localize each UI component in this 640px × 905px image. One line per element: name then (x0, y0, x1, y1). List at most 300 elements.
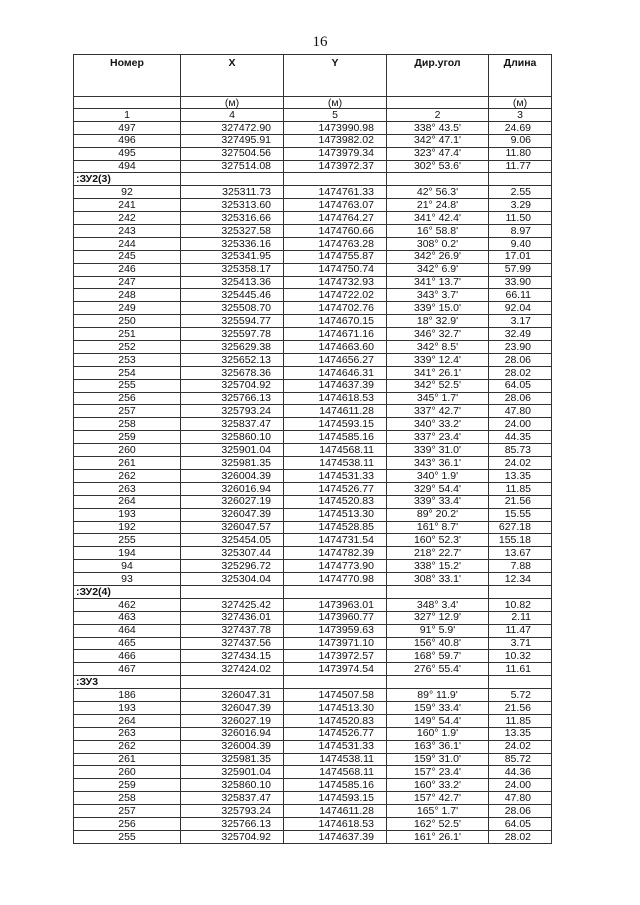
x-coordinate-cell: 326004.39 (181, 740, 284, 753)
y-coordinate-cell: 1474513.30 (284, 508, 387, 521)
table-row (74, 431, 552, 444)
direction-angle-cell: 160° 1.9' (387, 727, 489, 740)
y-coordinate-cell: 1474531.33 (284, 740, 387, 753)
empty-cell (181, 173, 284, 186)
point-number-cell: 261 (74, 457, 181, 470)
point-number-cell: 257 (74, 805, 181, 818)
length-cell: 33.90 (489, 276, 552, 289)
direction-angle-cell: 159° 31.0' (387, 753, 489, 766)
point-number-cell: 254 (74, 366, 181, 379)
direction-angle-cell: 340° 1.9' (387, 469, 489, 482)
x-coordinate-cell: 325981.35 (181, 753, 284, 766)
x-coordinate-cell: 325358.17 (181, 263, 284, 276)
x-coordinate-cell: 325316.66 (181, 212, 284, 225)
direction-angle-cell: 161° 8.7' (387, 521, 489, 534)
x-coordinate-cell: 327425.42 (181, 598, 284, 611)
point-number-cell: 243 (74, 225, 181, 238)
y-coordinate-cell: 1473971.10 (284, 637, 387, 650)
point-number-cell: 262 (74, 740, 181, 753)
point-number-cell: 264 (74, 495, 181, 508)
empty-cell (284, 676, 387, 689)
direction-angle-cell: 342° 6.9' (387, 263, 489, 276)
length-cell: 10.32 (489, 650, 552, 663)
x-coordinate-cell: 326047.57 (181, 521, 284, 534)
group-label: :ЗУ3 (74, 676, 181, 689)
length-cell: 11.61 (489, 663, 552, 676)
direction-angle-cell: 302° 53.6' (387, 160, 489, 173)
length-cell: 15.55 (489, 508, 552, 521)
x-coordinate-cell: 325307.44 (181, 547, 284, 560)
direction-angle-cell: 327° 12.9' (387, 611, 489, 624)
y-coordinate-cell: 1474760.66 (284, 225, 387, 238)
table-body (74, 121, 552, 843)
table-row (74, 405, 552, 418)
table-row (74, 341, 552, 354)
point-number-cell: 257 (74, 405, 181, 418)
group-row (74, 585, 552, 598)
point-number-cell: 255 (74, 830, 181, 843)
index-cell: 3 (489, 109, 552, 122)
point-number-cell: 256 (74, 817, 181, 830)
direction-angle-cell: 149° 54.4' (387, 714, 489, 727)
table-row (74, 714, 552, 727)
group-row (74, 676, 552, 689)
direction-angle-cell: 165° 1.7' (387, 805, 489, 818)
coordinates-table (73, 54, 552, 844)
y-coordinate-cell: 1474671.16 (284, 328, 387, 341)
table-row (74, 740, 552, 753)
y-coordinate-cell: 1473963.01 (284, 598, 387, 611)
table-row (74, 779, 552, 792)
y-coordinate-cell: 1474618.53 (284, 392, 387, 405)
point-number-cell: 252 (74, 341, 181, 354)
length-cell: 64.05 (489, 379, 552, 392)
direction-angle-cell: 163° 36.1' (387, 740, 489, 753)
header-angle: Дир.угол (387, 55, 489, 97)
length-cell: 57.99 (489, 263, 552, 276)
table-row (74, 830, 552, 843)
x-coordinate-cell: 326016.94 (181, 482, 284, 495)
direction-angle-cell: 323° 47.4' (387, 147, 489, 160)
x-coordinate-cell: 326027.19 (181, 495, 284, 508)
length-cell: 3.71 (489, 637, 552, 650)
length-cell: 21.56 (489, 495, 552, 508)
table-row (74, 237, 552, 250)
direction-angle-cell: 338° 43.5' (387, 121, 489, 134)
y-coordinate-cell: 1474585.16 (284, 431, 387, 444)
point-number-cell: 93 (74, 573, 181, 586)
length-cell: 44.35 (489, 431, 552, 444)
y-coordinate-cell: 1473979.34 (284, 147, 387, 160)
length-cell: 28.06 (489, 392, 552, 405)
y-coordinate-cell: 1473960.77 (284, 611, 387, 624)
y-coordinate-cell: 1474646.31 (284, 366, 387, 379)
x-coordinate-cell: 325445.46 (181, 289, 284, 302)
table-row (74, 225, 552, 238)
direction-angle-cell: 156° 40.8' (387, 637, 489, 650)
direction-angle-cell: 343° 36.1' (387, 457, 489, 470)
unit-y: (м) (284, 97, 387, 109)
y-coordinate-cell: 1474585.16 (284, 779, 387, 792)
y-coordinate-cell: 1474731.54 (284, 534, 387, 547)
y-coordinate-cell: 1473990.98 (284, 121, 387, 134)
x-coordinate-cell: 326047.31 (181, 689, 284, 702)
table-row (74, 573, 552, 586)
table-row (74, 444, 552, 457)
table-row (74, 250, 552, 263)
length-cell: 47.80 (489, 792, 552, 805)
x-coordinate-cell: 325594.77 (181, 315, 284, 328)
direction-angle-cell: 343° 3.7' (387, 289, 489, 302)
direction-angle-cell: 162° 52.5' (387, 817, 489, 830)
table-row (74, 418, 552, 431)
direction-angle-cell: 18° 32.9' (387, 315, 489, 328)
point-number-cell: 241 (74, 199, 181, 212)
x-coordinate-cell: 327434.15 (181, 650, 284, 663)
point-number-cell: 264 (74, 714, 181, 727)
x-coordinate-cell: 325454.05 (181, 534, 284, 547)
y-coordinate-cell: 1474663.60 (284, 341, 387, 354)
length-cell: 28.06 (489, 353, 552, 366)
point-number-cell: 255 (74, 534, 181, 547)
x-coordinate-cell: 327495.91 (181, 134, 284, 147)
table-row (74, 753, 552, 766)
point-number-cell: 260 (74, 444, 181, 457)
length-cell: 3.29 (489, 199, 552, 212)
y-coordinate-cell: 1474722.02 (284, 289, 387, 302)
x-coordinate-cell: 325766.13 (181, 392, 284, 405)
table-row (74, 508, 552, 521)
point-number-cell: 465 (74, 637, 181, 650)
length-cell: 32.49 (489, 328, 552, 341)
table-row (74, 624, 552, 637)
direction-angle-cell: 345° 1.7' (387, 392, 489, 405)
table-row (74, 212, 552, 225)
x-coordinate-cell: 327472.90 (181, 121, 284, 134)
point-number-cell: 263 (74, 727, 181, 740)
length-cell: 64.05 (489, 817, 552, 830)
y-coordinate-cell: 1474593.15 (284, 418, 387, 431)
x-coordinate-cell: 327436.01 (181, 611, 284, 624)
table-row (74, 134, 552, 147)
unit-number (74, 97, 181, 109)
length-cell: 12.34 (489, 573, 552, 586)
table-row (74, 792, 552, 805)
table-row (74, 469, 552, 482)
length-cell: 9.40 (489, 237, 552, 250)
point-number-cell: 258 (74, 418, 181, 431)
y-coordinate-cell: 1474520.83 (284, 714, 387, 727)
x-coordinate-cell: 325901.04 (181, 444, 284, 457)
y-coordinate-cell: 1474770.98 (284, 573, 387, 586)
table-row (74, 560, 552, 573)
length-cell: 11.47 (489, 624, 552, 637)
y-coordinate-cell: 1474732.93 (284, 276, 387, 289)
length-cell: 24.02 (489, 740, 552, 753)
table-row (74, 482, 552, 495)
y-coordinate-cell: 1474670.15 (284, 315, 387, 328)
direction-angle-cell: 341° 42.4' (387, 212, 489, 225)
direction-angle-cell: 89° 20.2' (387, 508, 489, 521)
table-row (74, 547, 552, 560)
length-cell: 2.55 (489, 186, 552, 199)
length-cell: 92.04 (489, 302, 552, 315)
table-row (74, 121, 552, 134)
x-coordinate-cell: 327424.02 (181, 663, 284, 676)
y-coordinate-cell: 1474593.15 (284, 792, 387, 805)
direction-angle-cell: 338° 15.2' (387, 560, 489, 573)
point-number-cell: 94 (74, 560, 181, 573)
length-cell: 28.06 (489, 805, 552, 818)
table-row (74, 289, 552, 302)
y-coordinate-cell: 1473972.37 (284, 160, 387, 173)
point-number-cell: 497 (74, 121, 181, 134)
index-cell: 4 (181, 109, 284, 122)
length-cell: 24.00 (489, 779, 552, 792)
length-cell: 2.11 (489, 611, 552, 624)
table-row (74, 534, 552, 547)
empty-cell (387, 676, 489, 689)
x-coordinate-cell: 325508.70 (181, 302, 284, 315)
point-number-cell: 259 (74, 779, 181, 792)
x-coordinate-cell: 325304.04 (181, 573, 284, 586)
y-coordinate-cell: 1474513.30 (284, 701, 387, 714)
y-coordinate-cell: 1473959.63 (284, 624, 387, 637)
point-number-cell: 249 (74, 302, 181, 315)
direction-angle-cell: 89° 11.9' (387, 689, 489, 702)
length-cell: 66.11 (489, 289, 552, 302)
x-coordinate-cell: 325837.47 (181, 418, 284, 431)
y-coordinate-cell: 1474526.77 (284, 482, 387, 495)
x-coordinate-cell: 325766.13 (181, 817, 284, 830)
direction-angle-cell: 157° 23.4' (387, 766, 489, 779)
y-coordinate-cell: 1474637.39 (284, 379, 387, 392)
point-number-cell: 194 (74, 547, 181, 560)
length-cell: 21.56 (489, 701, 552, 714)
point-number-cell: 255 (74, 379, 181, 392)
y-coordinate-cell: 1474750.74 (284, 263, 387, 276)
length-cell: 11.85 (489, 482, 552, 495)
x-coordinate-cell: 325413.36 (181, 276, 284, 289)
y-coordinate-cell: 1474782.39 (284, 547, 387, 560)
point-number-cell: 193 (74, 701, 181, 714)
point-number-cell: 467 (74, 663, 181, 676)
x-coordinate-cell: 325327.58 (181, 225, 284, 238)
direction-angle-cell: 346° 32.7' (387, 328, 489, 341)
direction-angle-cell: 348° 3.4' (387, 598, 489, 611)
direction-angle-cell: 16° 58.8' (387, 225, 489, 238)
table-row (74, 637, 552, 650)
unit-x: (м) (181, 97, 284, 109)
direction-angle-cell: 341° 13.7' (387, 276, 489, 289)
x-coordinate-cell: 325311.73 (181, 186, 284, 199)
header-row (74, 55, 552, 97)
length-cell: 17.01 (489, 250, 552, 263)
index-row (74, 109, 552, 122)
length-cell: 28.02 (489, 830, 552, 843)
x-coordinate-cell: 325901.04 (181, 766, 284, 779)
table-row (74, 328, 552, 341)
length-cell: 11.77 (489, 160, 552, 173)
point-number-cell: 186 (74, 689, 181, 702)
length-cell: 24.00 (489, 418, 552, 431)
direction-angle-cell: 339° 15.0' (387, 302, 489, 315)
point-number-cell: 262 (74, 469, 181, 482)
direction-angle-cell: 308° 33.1' (387, 573, 489, 586)
x-coordinate-cell: 325336.16 (181, 237, 284, 250)
point-number-cell: 244 (74, 237, 181, 250)
table-row (74, 727, 552, 740)
y-coordinate-cell: 1474526.77 (284, 727, 387, 740)
point-number-cell: 256 (74, 392, 181, 405)
length-cell: 44.36 (489, 766, 552, 779)
y-coordinate-cell: 1474520.83 (284, 495, 387, 508)
x-coordinate-cell: 325860.10 (181, 431, 284, 444)
direction-angle-cell: 342° 47.1' (387, 134, 489, 147)
table-row (74, 263, 552, 276)
table-row (74, 457, 552, 470)
y-coordinate-cell: 1474611.28 (284, 405, 387, 418)
table-row (74, 650, 552, 663)
empty-cell (387, 585, 489, 598)
point-number-cell: 192 (74, 521, 181, 534)
point-number-cell: 193 (74, 508, 181, 521)
y-coordinate-cell: 1474538.11 (284, 753, 387, 766)
group-row (74, 173, 552, 186)
x-coordinate-cell: 327437.78 (181, 624, 284, 637)
y-coordinate-cell: 1473972.57 (284, 650, 387, 663)
length-cell: 24.69 (489, 121, 552, 134)
direction-angle-cell: 342° 52.5' (387, 379, 489, 392)
length-cell: 13.35 (489, 727, 552, 740)
point-number-cell: 261 (74, 753, 181, 766)
x-coordinate-cell: 325678.36 (181, 366, 284, 379)
group-label: :ЗУ2(3) (74, 173, 181, 186)
x-coordinate-cell: 325313.60 (181, 199, 284, 212)
table-row (74, 805, 552, 818)
table-row (74, 302, 552, 315)
empty-cell (387, 173, 489, 186)
point-number-cell: 246 (74, 263, 181, 276)
direction-angle-cell: 342° 8.5' (387, 341, 489, 354)
table-row (74, 366, 552, 379)
page-number: 16 (312, 34, 328, 50)
table-row (74, 689, 552, 702)
header-number: Номер (74, 55, 181, 97)
x-coordinate-cell: 327437.56 (181, 637, 284, 650)
x-coordinate-cell: 325704.92 (181, 830, 284, 843)
y-coordinate-cell: 1474702.76 (284, 302, 387, 315)
index-cell: 1 (74, 109, 181, 122)
length-cell: 13.35 (489, 469, 552, 482)
length-cell: 85.73 (489, 444, 552, 457)
y-coordinate-cell: 1474507.58 (284, 689, 387, 702)
y-coordinate-cell: 1474761.33 (284, 186, 387, 199)
x-coordinate-cell: 325793.24 (181, 805, 284, 818)
point-number-cell: 92 (74, 186, 181, 199)
length-cell: 85.72 (489, 753, 552, 766)
y-coordinate-cell: 1474618.53 (284, 817, 387, 830)
direction-angle-cell: 160° 52.3' (387, 534, 489, 547)
point-number-cell: 258 (74, 792, 181, 805)
length-cell: 13.67 (489, 547, 552, 560)
direction-angle-cell: 308° 0.2' (387, 237, 489, 250)
x-coordinate-cell: 327514.08 (181, 160, 284, 173)
length-cell: 11.80 (489, 147, 552, 160)
table-row (74, 495, 552, 508)
index-cell: 5 (284, 109, 387, 122)
table-row (74, 186, 552, 199)
point-number-cell: 259 (74, 431, 181, 444)
group-label: :ЗУ2(4) (74, 585, 181, 598)
x-coordinate-cell: 327504.56 (181, 147, 284, 160)
table-row (74, 521, 552, 534)
direction-angle-cell: 42° 56.3' (387, 186, 489, 199)
table-row (74, 611, 552, 624)
table-row (74, 663, 552, 676)
header-x: X (181, 55, 284, 97)
table-row (74, 766, 552, 779)
y-coordinate-cell: 1474611.28 (284, 805, 387, 818)
point-number-cell: 253 (74, 353, 181, 366)
table-row (74, 199, 552, 212)
direction-angle-cell: 339° 31.0' (387, 444, 489, 457)
point-number-cell: 463 (74, 611, 181, 624)
direction-angle-cell: 329° 54.4' (387, 482, 489, 495)
x-coordinate-cell: 326047.39 (181, 508, 284, 521)
unit-length: (м) (489, 97, 552, 109)
header-length: Длина (489, 55, 552, 97)
y-coordinate-cell: 1474773.90 (284, 560, 387, 573)
length-cell: 47.80 (489, 405, 552, 418)
direction-angle-cell: 276° 55.4' (387, 663, 489, 676)
length-cell: 7.88 (489, 560, 552, 573)
x-coordinate-cell: 325837.47 (181, 792, 284, 805)
x-coordinate-cell: 325597.78 (181, 328, 284, 341)
x-coordinate-cell: 325793.24 (181, 405, 284, 418)
length-cell: 28.02 (489, 366, 552, 379)
direction-angle-cell: 337° 23.4' (387, 431, 489, 444)
length-cell: 8.97 (489, 225, 552, 238)
x-coordinate-cell: 326027.19 (181, 714, 284, 727)
table-row (74, 817, 552, 830)
x-coordinate-cell: 325629.38 (181, 341, 284, 354)
y-coordinate-cell: 1474755.87 (284, 250, 387, 263)
units-row (74, 97, 552, 109)
unit-angle (387, 97, 489, 109)
direction-angle-cell: 341° 26.1' (387, 366, 489, 379)
x-coordinate-cell: 325652.13 (181, 353, 284, 366)
point-number-cell: 462 (74, 598, 181, 611)
point-number-cell: 464 (74, 624, 181, 637)
empty-cell (489, 585, 552, 598)
point-number-cell: 260 (74, 766, 181, 779)
direction-angle-cell: 159° 33.4' (387, 701, 489, 714)
empty-cell (284, 173, 387, 186)
length-cell: 5.72 (489, 689, 552, 702)
point-number-cell: 248 (74, 289, 181, 302)
y-coordinate-cell: 1474763.07 (284, 199, 387, 212)
point-number-cell: 242 (74, 212, 181, 225)
empty-cell (489, 676, 552, 689)
length-cell: 23.90 (489, 341, 552, 354)
length-cell: 9.06 (489, 134, 552, 147)
direction-angle-cell: 161° 26.1' (387, 830, 489, 843)
x-coordinate-cell: 325704.92 (181, 379, 284, 392)
empty-cell (181, 676, 284, 689)
table-row (74, 160, 552, 173)
y-coordinate-cell: 1474528.85 (284, 521, 387, 534)
